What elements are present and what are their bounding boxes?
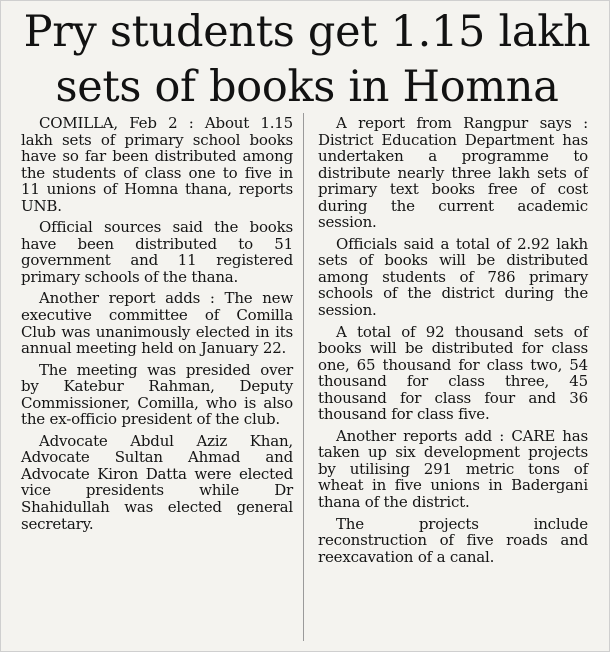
article-paragraph: Advocate Abdul Aziz Khan, Advocate Sultan Ahmad and Advocate Kiron Datta were elected vice presidents while Dr Shahidullah was elected general secretary. — [21, 431, 293, 533]
article-paragraph: COMILLA, Feb 2 : About 1.15 lakh sets of primary school books have so far been distributed among the students of class one to five in 11 unions of Homna thana, reports UNB. — [21, 114, 293, 215]
headline-line-2: sets of books in Homna — [55, 62, 559, 112]
article-paragraph: A total of 92 thousand sets of books will be distributed for class one, 65 thousand for class two, 54 thousand for class three, 45 thousand for class four and 36 thousand for class five. — [318, 322, 588, 424]
headline-line-1: Pry students get 1.15 lakh — [23, 7, 591, 57]
article-paragraph: Officials said a total of 2.92 lakh sets of books will be distributed among students of 786 primary schools of the district during the session. — [318, 234, 588, 320]
column-divider — [303, 113, 304, 641]
left-column — [21, 115, 293, 537]
article-paragraph: Another reports add : CARE has taken up six development projects by utilising 291 metric tons of wheat in five unions in Badergani thana of the district. — [318, 426, 588, 512]
article-paragraph: A report from Rangpur says : District Education Department has undertaken a programme to distribute nearly three lakh sets of primary text books free of cost during the current academic session. — [318, 114, 588, 232]
article-paragraph: Official sources said the books have been distributed to 51 government and 11 registered primary schools of the thana. — [21, 218, 293, 286]
right-column — [318, 115, 588, 570]
article-paragraph: Another report adds : The new executive committee of Comilla Club was unanimously elected in its annual meeting held on January 22. — [21, 289, 293, 358]
article-paragraph: The meeting was presided over by Katebur Rahman, Deputy Commissioner, Comilla, who is also the ex-officio president of the club. — [21, 360, 293, 429]
article-paragraph: The projects include reconstruction of five roads and reexcavation of a canal. — [318, 514, 588, 566]
headline — [15, 5, 599, 115]
